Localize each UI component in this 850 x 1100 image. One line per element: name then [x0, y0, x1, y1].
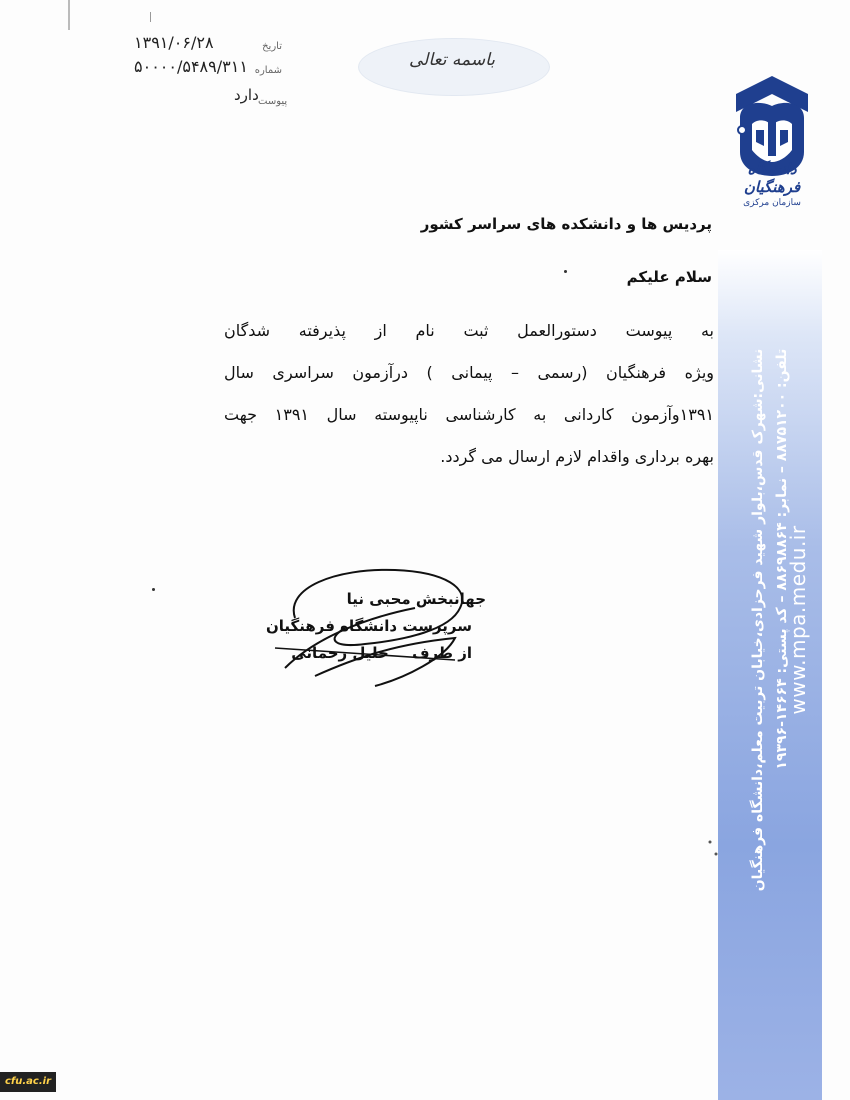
scan-edge-mark	[68, 0, 70, 30]
letter-addressee: پردیس ها و دانشکده های سراسر کشور	[420, 215, 712, 233]
ink-dot	[152, 588, 155, 591]
attachment-value: دارد	[234, 86, 259, 104]
university-name: دانشگاه فرهنگیان	[743, 160, 801, 196]
number-row	[120, 57, 290, 81]
letter-greeting: سلام علیکم	[626, 268, 712, 286]
body-line: به پیوست دستورالعمل ثبت نام از پذیرفته شدگان	[224, 321, 714, 340]
date-label: تاریخ	[262, 41, 282, 52]
body-line: ویژه فرهنگیان (رسمی – پیمانی ) درآزمون سراسری سال	[224, 363, 714, 382]
website-text: www.mpa.medu.ir	[786, 525, 810, 715]
date-value: ۱۳۹۱/۰۶/۲۸	[134, 33, 214, 52]
letter-body	[224, 310, 714, 478]
signer-name: خلیل رحمانی	[291, 644, 389, 662]
address-line: نشانی:شهرک قدس،بلوار شهید فرحزادی،خیابان تربیت معلم،دانشگاه فرهنگیان	[750, 348, 766, 892]
punch-mark-icon	[706, 838, 720, 858]
on-behalf-line	[266, 640, 472, 667]
on-behalf-label: از طرف	[412, 644, 472, 662]
signatory-title: سرپرست دانشگاه فرهنگیان	[265, 617, 472, 635]
signatory-name: جهانبخش محبی نیا	[346, 590, 486, 608]
ink-dot	[564, 270, 567, 273]
date-row	[120, 33, 290, 57]
logo-caption	[722, 160, 822, 208]
letter-meta	[120, 33, 290, 81]
basmala-heading: باسمه تعالی	[409, 50, 495, 70]
scan-tick-mark	[150, 12, 151, 22]
phone-line: تلفن: ۸۸۷۵۱۲۰۰ – نمابر: ۸۸۶۹۸۸۶۴ – کد پستی: ۱۴۶۶۴-۱۹۳۹۶	[774, 348, 790, 770]
watermark-badge: cfu.ac.ir	[0, 1072, 56, 1092]
signature-block	[265, 586, 486, 667]
university-subtitle: سازمان مرکزی	[743, 198, 801, 208]
number-label: شماره	[254, 65, 282, 76]
number-value: ۵۰۰۰۰/۵۴۸۹/۳۱۱	[134, 57, 248, 76]
body-line: بهره برداری واقدام لازم ارسال می گردد.	[440, 447, 714, 466]
body-line: ۱۳۹۱وآزمون کاردانی به کارشناسی ناپیوسته سال ۱۳۹۱ جهت	[224, 405, 714, 424]
attachment-label: پیوست	[258, 96, 288, 107]
